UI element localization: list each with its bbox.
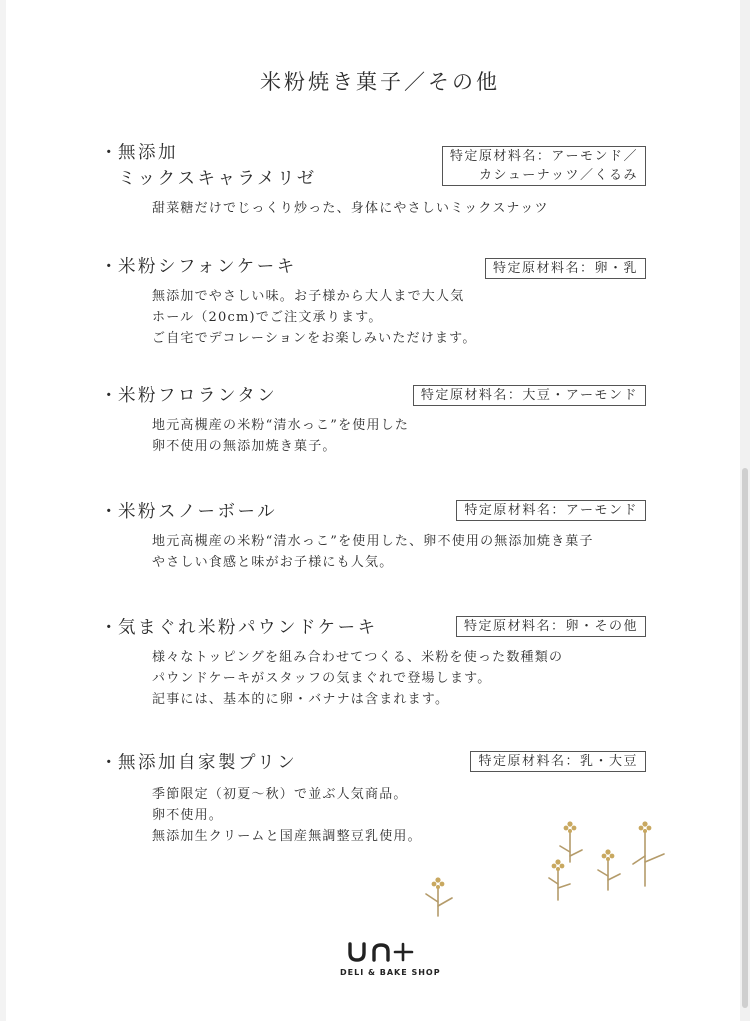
allergen-label	[413, 385, 646, 406]
allergen-line2: カシューナッツ／くるみ	[479, 168, 638, 183]
desc-line: 卵不使用の無添加焼き菓子。	[152, 439, 337, 454]
allergen-line1: 特定原材料名：アーモンド	[464, 503, 638, 518]
item-name-line1: 気まぐれ米粉パウンドケーキ	[118, 618, 378, 638]
page-edge-left	[0, 0, 6, 1021]
desc-line: ホール（20cm)でご注文承ります。	[152, 310, 383, 325]
item-name-line1: 米粉シフォンケーキ	[118, 257, 297, 277]
allergen-line1: 特定原材料名：卵・その他	[463, 619, 638, 634]
item-description	[152, 286, 477, 349]
item-name: ・無添加自家製プリン	[100, 753, 298, 773]
item-name: ・米粉スノーボール	[100, 502, 278, 522]
allergen-label	[485, 258, 646, 279]
flower-sprig-icon	[548, 818, 673, 918]
item-name-line2: ミックスキャラメリゼ	[118, 169, 317, 189]
menu-item-florentin	[100, 383, 655, 463]
item-description	[152, 415, 409, 457]
allergen-label	[456, 500, 646, 521]
brand-logo	[340, 938, 440, 977]
allergen-line1: 特定原材料名：乳・大豆	[478, 754, 638, 769]
desc-line: 甜菜糖だけでじっくり炒った、身体にやさしいミックスナッツ	[152, 201, 549, 216]
allergen-label	[456, 616, 646, 637]
allergen-line1: 特定原材料名：大豆・アーモンド	[420, 388, 638, 403]
item-description	[152, 784, 422, 847]
item-name: ・米粉シフォンケーキ	[100, 257, 297, 277]
allergen-label	[442, 146, 646, 186]
brand-tagline: DELI & BAKE SHOP	[340, 968, 441, 977]
desc-line: 卵不使用。	[152, 808, 224, 823]
item-name-line1: 無添加	[118, 143, 178, 163]
item-name-line1: 米粉スノーボール	[118, 502, 278, 522]
brand-logo-mark	[340, 938, 440, 966]
item-description	[152, 198, 549, 219]
menu-item-snowball	[100, 499, 655, 579]
flower-sprig-icon	[420, 876, 460, 918]
desc-line: パウンドケーキがスタッフの気まぐれで登場します。	[152, 671, 492, 686]
desc-line: 無添加でやさしい味。お子様から大人まで大人気	[152, 289, 465, 304]
menu-item-pound-cake	[100, 615, 655, 715]
desc-line: 無添加生クリームと国産無調整豆乳使用。	[152, 829, 422, 844]
desc-line: 地元高槻産の米粉“清水っこ”を使用した、卵不使用の無添加焼き菓子	[152, 534, 594, 549]
desc-line: 地元高槻産の米粉“清水っこ”を使用した	[152, 418, 410, 433]
item-name: ・無添加 ミックスキャラメリゼ	[100, 143, 317, 189]
desc-line: 様々なトッピングを組み合わせてつくる、米粉を使った数種類の	[152, 650, 564, 665]
allergen-label	[470, 751, 646, 772]
menu-item-chiffon-cake	[100, 254, 655, 354]
menu-item-mix-caramelize	[100, 140, 655, 220]
desc-line: 季節限定（初夏～秋）で並ぶ人気商品。	[152, 787, 408, 802]
item-description	[152, 647, 563, 710]
item-description	[152, 531, 594, 573]
desc-line: ご自宅でデコレーションをお楽しみいただけます。	[152, 331, 477, 346]
item-name-line1: 米粉フロランタン	[118, 386, 278, 406]
allergen-line1: 特定原材料名：アーモンド／	[449, 149, 638, 164]
item-name: ・米粉フロランタン	[100, 386, 278, 406]
brand-logo-text: un+	[340, 938, 343, 939]
item-name-line1: 無添加自家製プリン	[118, 753, 298, 773]
allergen-line1: 特定原材料名：卵・乳	[492, 261, 638, 276]
page-title: 米粉焼き菓子／その他	[260, 70, 500, 94]
desc-line: やさしい食感と味がお子様にも人気。	[152, 555, 394, 570]
scrollbar-thumb[interactable]	[742, 468, 748, 1008]
desc-line: 記事には、基本的に卵・バナナは含まれます。	[152, 692, 450, 707]
item-name: ・気まぐれ米粉パウンドケーキ	[100, 618, 378, 638]
